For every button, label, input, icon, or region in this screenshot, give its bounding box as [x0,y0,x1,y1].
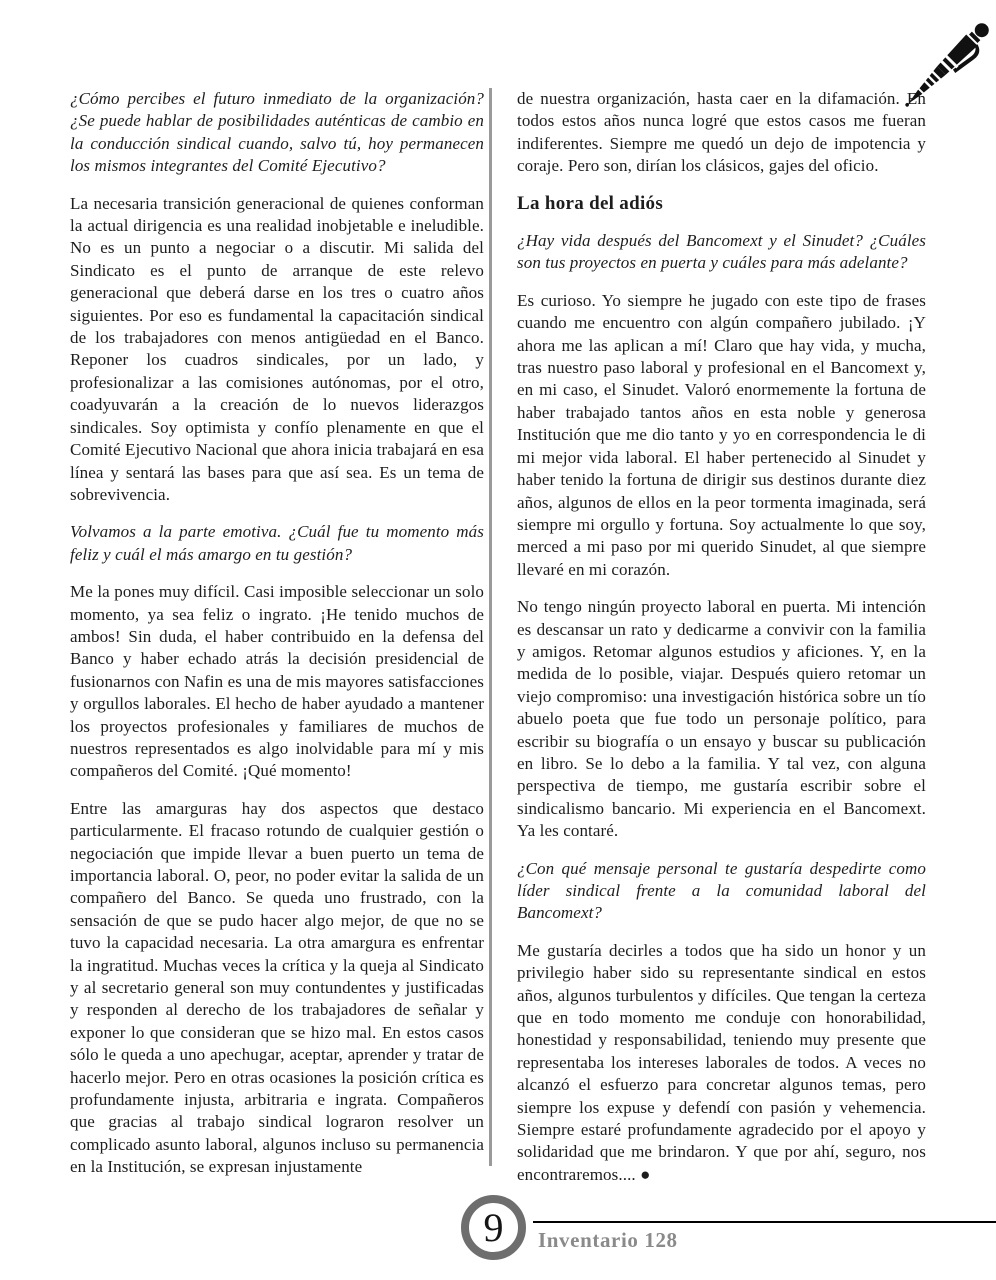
column-divider [489,88,492,1166]
interview-question: ¿Con qué mensaje personal te gustaría despedirte como líder sindical frente a la comunidad laboral del Bancomext? [517,858,926,923]
section-heading: La hora del adiós [517,192,664,214]
interview-answer: Entre las amarguras hay dos aspectos que destaco particularmente. El fracaso rotundo de cualquier gestión o negociación que impide llevar a buen puerto un tema de importancia laboral. O, peor, no poder evitar la salida de un compañero del Banco. Se queda uno frustrado, con la sensación de que se pudo hacer algo mejor, de que no se tuvo la capacidad necesaria. La otra amargura es enfrentar la ingratitud. Muchas veces la crítica y la queja al Sindicato y al secretario general son muy contundentes y justificadas y responden al derecho de los trabajadores de señalar y exponer lo que consideran que se hizo mal. En estos casos sólo le queda a uno apechugar, aceptar, aprender y tratar de hacerlo mejor. Pero en otras ocasiones la posición crítica es profundamente injusta, arbitraria e ingrata. Compañeros que gracias al trabajo sindical lograron resolver un complicado asunto laboral, algunos incluso su permanencia en la Institución, se expresan injustamente [70,798,484,1177]
interview-answer: Me la pones muy difícil. Casi imposible seleccionar un solo momento, ya sea feliz o ingrato. ¡He tenido muchos de ambos! Sin duda, el haber contribuido en la defensa del Banco y haber echado atrás la decisión presidencial de fusionarnos con Nafin es una de mis mayores satisfacciones y orgullos laborales. El hecho de haber ayudado a mantener los proyectos profesionales y familiares de muchos de nuestros representados es algo inolvidable para mí y mis compañeros del Comité. ¡Qué momento! [70,582,484,781]
publication-name: Inventario 128 [538,1228,678,1252]
left-column [70,88,484,1194]
footer-rule [533,1221,996,1223]
interview-answer: de nuestra organización, hasta caer en la difamación. En todos estos años nunca logré que estos casos me fueran indiferentes. Siempre me quedó un dejo de impotencia y coraje. Pero son, dirían los clásicos, gajes del oficio. [517,89,926,176]
interview-question: Volvamos a la parte emotiva. ¿Cuál fue tu momento más feliz y cuál el más amargo en tu gestión? [70,522,484,564]
interview-question: ¿Cómo percibes el futuro inmediato de la organización? ¿Se puede hablar de posibilidades auténticas de cambio en la conducción sindical cuando, salvo tú, hoy permanecen los mismos integrantes del Comité Ejecutivo? [70,89,484,176]
page-number: 9 [483,1204,504,1250]
page-number-badge [461,1195,526,1260]
interview-answer: No tengo ningún proyecto laboral en puerta. Mi intención es descansar un rato y dedicarme a convivir con la familia y amigos. Retomar algunos estudios y aficiones. Y, en la medida de lo posible, viajar. Después quiero retomar un viejo compromiso: una investigación histórica sobre un tío abuelo poeta que fue todo un personaje político, para escribir su biografía o un ensayo y buscar su publicación en libro. Se lo debo a la familia. Y tal vez, con alguna perspectiva de tiempo, me gustaría escribir sobre el sindicalismo bancario. Mi experiencia en el Bancomext. Ya les contaré. [517,597,926,841]
interview-answer: Me gustaría decirles a todos que ha sido un honor y un privilegio haber sido su representante sindical en estos años, algunos turbulentos y difíciles. Que tengan la certeza que en todo momento me conduje con honorabilidad, honestidad y responsabilidad, teniendo muy presente que representaba los intereses laborales de todos. A veces no alcanzó el esfuerzo para concretar algunos temas, pero siempre los expuse y defendí con pasión y vehemencia. Siempre estaré profundamente agradecido por el apoyo y solidaridad que me brindaron. Y que por ahí, seguro, nos encontraremos.... ● [517,940,926,1184]
interview-answer: Es curioso. Yo siempre he jugado con este tipo de frases cuando me encuentro con algún compañero jubilado. ¡Y ahora me las aplican a mí! Claro que hay vida, y mucha, tras nuestro paso laboral y profesional en el Bancomext y, en mi caso, el Sinudet. Valoró enormemente la fortuna de haber trabajado tantos años en esta noble y generosa Institución que me dio tanto y yo en correspondencia le di mi mejor vida laboral. El haber pertenecido al Sinudet y haber tenido la fortuna de dirigir sus destinos durante diez años, algunos de ellos en la peor tormenta imaginada, será siempre mi orgullo y fortuna. Soy actualmente lo que soy, merced a mi paso por mi querido Sinudet, al que siempre llevaré en mi corazón. [517,290,926,579]
right-column [517,88,926,1201]
interview-question: ¿Hay vida después del Bancomext y el Sinudet? ¿Cuáles son tus proyectos en puerta y cuáles para más adelante? [517,231,926,273]
interview-answer: La necesaria transición generacional de quienes conforman la actual dirigencia es una realidad inobjetable e ineludible. No es un punto a negociar o a discutir. Mi salida del Sindicato es el punto de arranque de este relevo generacional que deberá darse en los tres o cuatro años siguientes. Por eso es fundamental la capacitación sindical de los trabajadores con menos antigüedad en el Banco. Reponer los cuadros sindicales, por un lado, y profesionalizar a las comisiones autónomas, por el otro, coadyuvarán a la creación de lo nuevos liderazgos sindicales. Soy optimista y confío plenamente en que el Comité Ejecutivo Nacional que ahora inicia trabajará en esa línea y sentará las bases para que así sea. Es un tema de sobrevivencia. [70,193,484,504]
